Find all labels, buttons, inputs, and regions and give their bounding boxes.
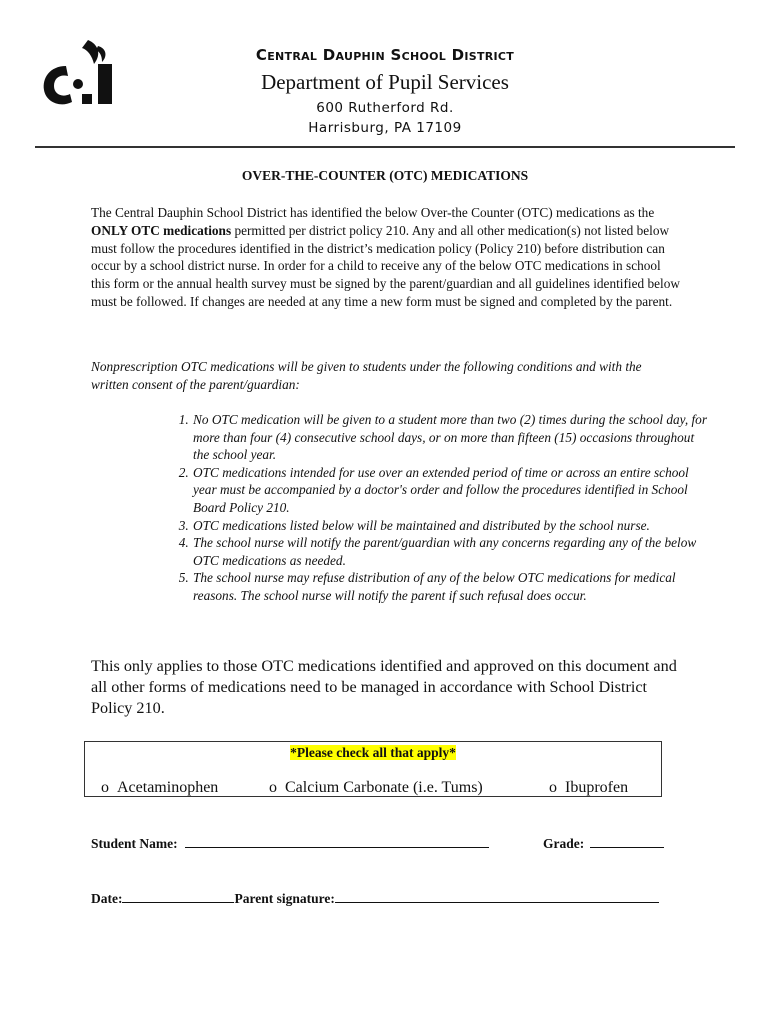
date-label: Date: [91, 891, 123, 906]
intro-bold: ONLY OTC medications [91, 222, 232, 238]
header-divider [35, 146, 735, 148]
intro-text-2: permitted per district policy 210. Any and all other medication(s) not listed below must follow the procedures identified in the district’s medication policy (Policy 210) before distribution can occur by a school district nurse. In order for a child to receive any of the below OTC medications in school this form or the annual health survey must be signed by the parent/guardian and all guidelines identified below must be followed. If changes are needed at any time a new form must be signed and completed by the parent. [91, 222, 680, 309]
district-name: Central Dauphin School District [255, 46, 515, 64]
rule-item: 3. OTC medications listed below will be maintained and distributed by the school nurse. [192, 517, 712, 535]
check-header-text: *Please check all that apply* [290, 745, 456, 760]
option-ibuprofen[interactable] [549, 779, 628, 797]
option-label: Calcium Carbonate (i.e. Tums) [285, 779, 483, 796]
grade-field [543, 835, 664, 852]
check-header [85, 744, 661, 762]
department-name: Department of Pupil Services [261, 70, 509, 94]
option-acetaminophen[interactable] [101, 779, 218, 797]
address-line-1: 600 Rutherford Rd. [316, 100, 454, 116]
intro-text-1: The Central Dauphin School District has identified the below Over-the Counter (OTC) medications as the [91, 205, 655, 220]
checkbox-icon[interactable]: o [269, 779, 277, 796]
rule-item: 5. The school nurse may refuse distribution of any of the below OTC medications for medical reasons. The school nurse will notify the parent if such refusal does occur. [192, 569, 712, 604]
option-label: Ibuprofen [565, 779, 629, 796]
rules-list [168, 411, 712, 605]
checkbox-icon[interactable]: o [549, 779, 557, 796]
checkbox-icon[interactable]: o [101, 779, 109, 796]
district-logo [36, 36, 126, 108]
date-field [91, 890, 659, 907]
address-line-2: Harrisburg, PA 17109 [308, 120, 462, 136]
medication-options-box [84, 741, 662, 797]
rule-item: 1. No OTC medication will be given to a student more than two (2) times during the school day, for more than four (4) consecutive school days, or on more than fifteen (15) occasions throughout the school year. [192, 411, 712, 464]
student-name-line[interactable] [185, 835, 489, 848]
intro-paragraph [91, 204, 681, 311]
logo-leaf [82, 40, 98, 64]
parent-signature-label: Parent signature: [234, 891, 335, 906]
letterhead [180, 46, 590, 136]
date-line[interactable] [122, 890, 234, 903]
rule-item: 2. OTC medications intended for use over an extended period of time or across an entire school year must be accompanied by a doctor's order and follow the procedures identified in School Board Policy 210. [192, 464, 712, 517]
grade-line[interactable] [590, 835, 664, 848]
parent-signature-line[interactable] [335, 890, 659, 903]
rule-item: 4. The school nurse will notify the parent/guardian with any concerns regarding any of the below OTC medications as needed. [192, 534, 712, 569]
grade-label: Grade: [543, 836, 585, 851]
option-calcium-carbonate[interactable] [269, 779, 483, 797]
form-title: OVER-THE-COUNTER (OTC) MEDICATIONS [241, 168, 529, 183]
option-label: Acetaminophen [117, 779, 219, 796]
logo-c-shape [44, 66, 72, 104]
applies-paragraph: This only applies to those OTC medications identified and approved on this document and all other forms of medications need to be managed in accordance with School District Policy 210. [91, 657, 677, 717]
conditions-paragraph: Nonprescription OTC medications will be given to students under the following conditions and with the written consent of the parent/guardian: [91, 359, 642, 392]
student-name-field [91, 835, 489, 852]
student-name-label: Student Name: [91, 836, 178, 851]
